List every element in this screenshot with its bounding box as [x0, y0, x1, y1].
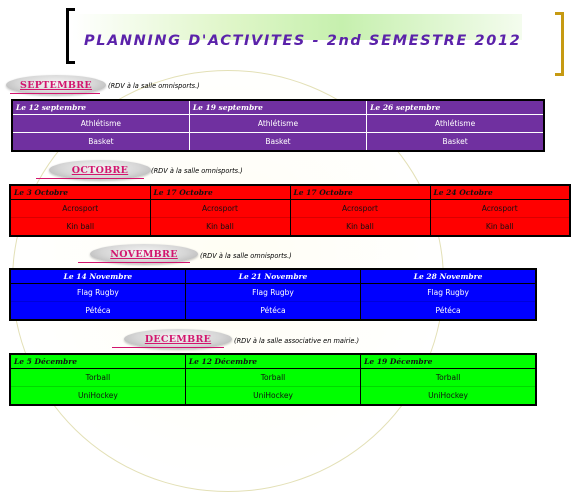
month-label-septembre	[6, 75, 106, 95]
schedule-table-decembre	[9, 353, 537, 406]
rdv-note-decembre: (RDV à la salle associative en mairie.)	[234, 337, 360, 345]
month-underline	[10, 93, 100, 94]
date-cell: Le 28 Novembre	[361, 269, 536, 284]
schedule-table-novembre	[9, 268, 537, 321]
schedule-table-octobre	[9, 184, 571, 237]
month-label-decembre	[124, 329, 232, 349]
date-cell: Le 17 Octobre	[290, 185, 430, 200]
activity-cell: Kin ball	[10, 218, 150, 237]
activity-cell: UniHockey	[10, 387, 185, 406]
left-bracket-decoration	[66, 8, 75, 64]
date-cell: Le 5 Décembre	[10, 354, 185, 369]
month-underline	[78, 262, 190, 263]
month-label-text: DECEMBRE	[144, 333, 212, 345]
activity-cell: Flag Rugby	[10, 284, 185, 302]
activity-cell: Torball	[10, 369, 185, 387]
date-cell: Le 14 Novembre	[10, 269, 185, 284]
month-label-text: OCTOBRE	[71, 164, 129, 176]
activity-cell: UniHockey	[361, 387, 536, 406]
month-label-text: NOVEMBRE	[110, 248, 178, 260]
month-label-novembre	[90, 244, 198, 264]
date-cell: Le 12 septembre	[12, 100, 189, 115]
activity-cell: Acrosport	[290, 200, 430, 218]
activity-cell: Athlétisme	[189, 115, 366, 133]
activity-cell: Basket	[12, 133, 189, 152]
month-label-text: SEPTEMBRE	[20, 79, 92, 91]
rdv-note-octobre: (RDV à la salle omnisports.)	[151, 167, 243, 175]
activity-cell: Pétéca	[185, 302, 360, 321]
activity-cell: UniHockey	[185, 387, 360, 406]
activity-cell: Kin ball	[150, 218, 290, 237]
month-underline	[36, 178, 144, 179]
activity-cell: Basket	[189, 133, 366, 152]
activity-cell: Athlétisme	[12, 115, 189, 133]
activity-cell: Athlétisme	[367, 115, 544, 133]
activity-cell: Acrosport	[150, 200, 290, 218]
activity-cell: Pétéca	[10, 302, 185, 321]
date-cell: Le 3 Octobre	[10, 185, 150, 200]
activity-cell: Acrosport	[10, 200, 150, 218]
activity-cell: Flag Rugby	[185, 284, 360, 302]
date-cell: Le 24 Octobre	[430, 185, 570, 200]
month-underline	[112, 347, 224, 348]
activity-cell: Acrosport	[430, 200, 570, 218]
right-bracket-decoration	[555, 12, 564, 76]
activity-cell: Flag Rugby	[361, 284, 536, 302]
date-cell: Le 21 Novembre	[185, 269, 360, 284]
activity-cell: Torball	[185, 369, 360, 387]
date-cell: Le 19 Décembre	[361, 354, 536, 369]
activity-cell: Torball	[361, 369, 536, 387]
activity-cell: Basket	[367, 133, 544, 152]
rdv-note-septembre: (RDV à la salle omnisports.)	[108, 82, 200, 90]
schedule-table-septembre	[11, 99, 545, 152]
activity-cell: Pétéca	[361, 302, 536, 321]
activity-cell: Kin ball	[290, 218, 430, 237]
date-cell: Le 12 Décembre	[185, 354, 360, 369]
date-cell: Le 26 septembre	[367, 100, 544, 115]
date-cell: Le 17 Octobre	[150, 185, 290, 200]
month-label-octobre	[49, 160, 151, 180]
rdv-note-novembre: (RDV à la salle omnisports.)	[200, 252, 292, 260]
date-cell: Le 19 septembre	[189, 100, 366, 115]
activity-cell: Kin ball	[430, 218, 570, 237]
page-title: PLANNING D'ACTIVITES - 2nd SEMESTRE 2012	[84, 33, 522, 49]
